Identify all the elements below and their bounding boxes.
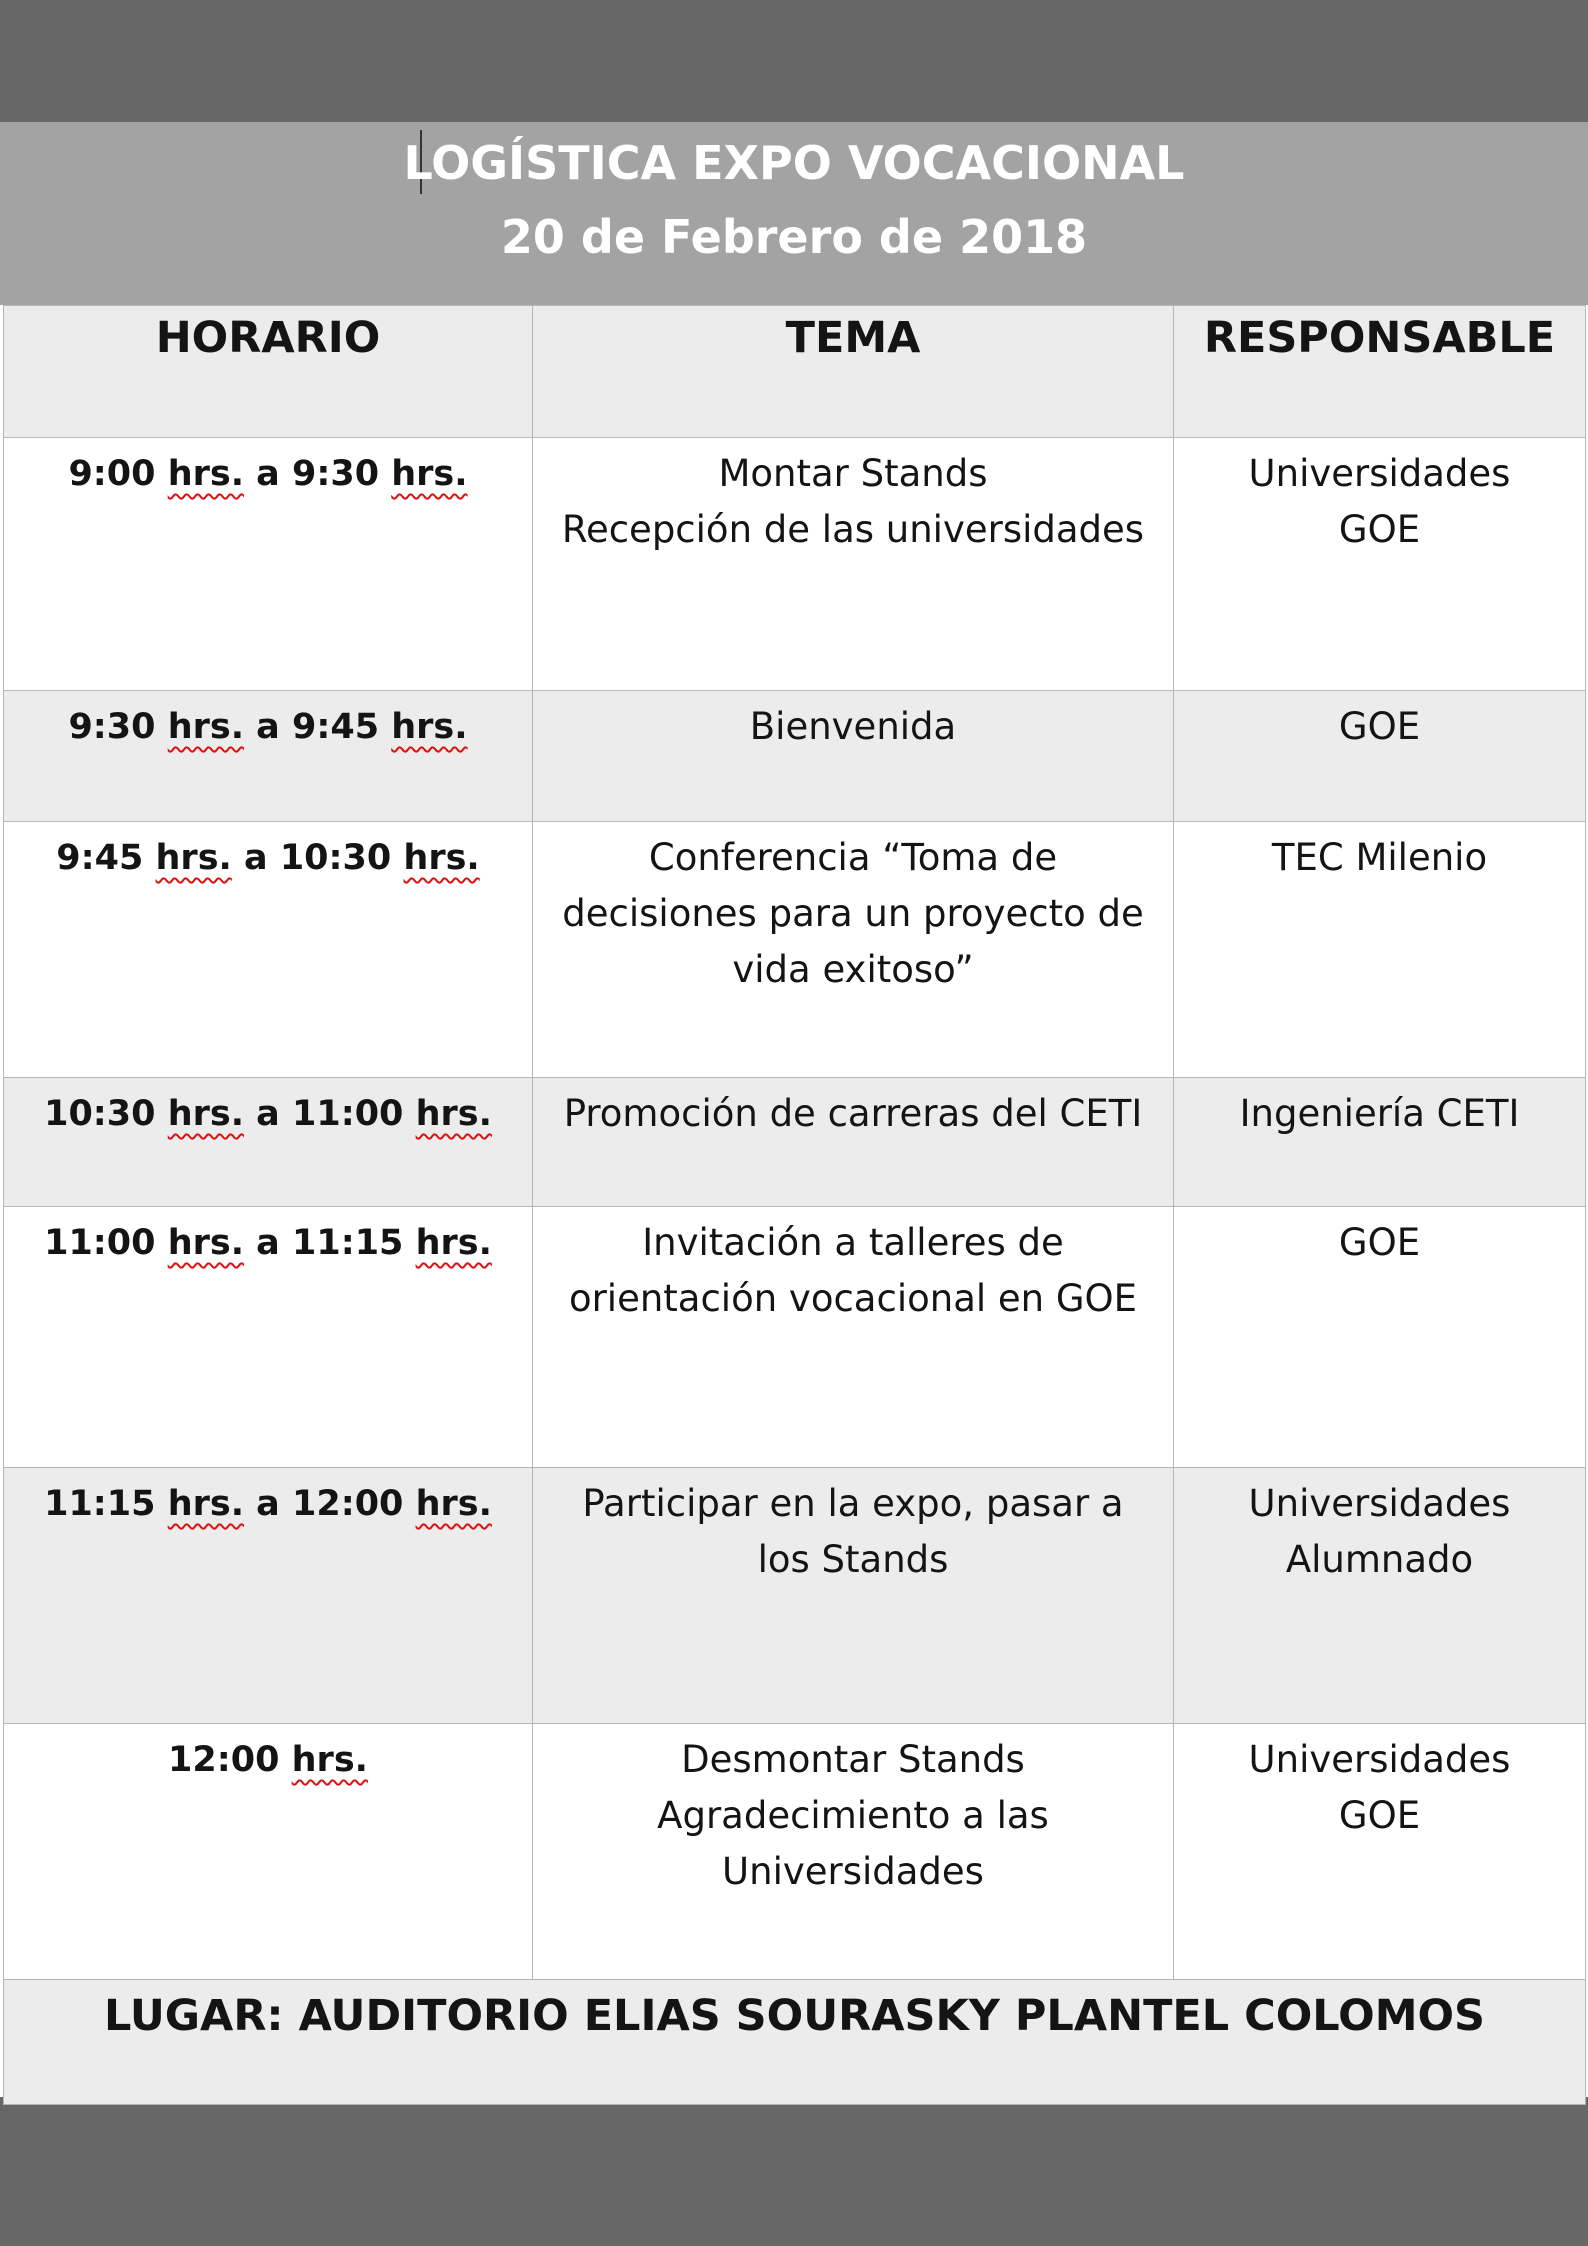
time-end: 12:00 <box>292 1484 416 1524</box>
time-start: 11:15 <box>44 1484 168 1524</box>
time-cell <box>4 1207 533 1468</box>
time-end: 10:30 <box>279 838 404 878</box>
tema-cell <box>533 1078 1174 1207</box>
time-unit: hrs. <box>391 707 468 747</box>
time-cell <box>4 438 533 691</box>
responsable-line: GOE <box>1338 1794 1421 1837</box>
tema-line: Participar en la expo, pasar a <box>582 1482 1124 1525</box>
responsable-cell <box>1174 438 1586 691</box>
responsable-line: Alumnado <box>1285 1538 1474 1581</box>
tema-cell <box>533 691 1174 822</box>
time-start: 9:00 <box>68 454 168 494</box>
responsable-line: TEC Milenio <box>1271 836 1488 879</box>
time-separator: a <box>244 1484 292 1524</box>
time-end: 9:30 <box>292 454 392 494</box>
time-unit: hrs. <box>291 1740 368 1780</box>
tema-line: Conferencia “Toma de <box>648 836 1058 879</box>
time-separator: a <box>244 454 292 494</box>
time-unit: hrs. <box>403 838 480 878</box>
time-start: 10:30 <box>44 1094 168 1134</box>
time-separator: a <box>244 1223 292 1263</box>
time-unit: hrs. <box>167 707 244 747</box>
responsable-line: GOE <box>1338 508 1421 551</box>
tema-line: Montar Stands <box>718 452 988 495</box>
time-separator: a <box>244 707 292 747</box>
time-unit: hrs. <box>415 1223 492 1263</box>
time-cell <box>4 1724 533 1980</box>
time-start: 9:45 <box>56 838 156 878</box>
tema-line: Desmontar Stands <box>681 1738 1025 1781</box>
tema-line: Bienvenida <box>749 705 957 748</box>
schedule-row <box>4 691 1586 822</box>
time-unit: hrs. <box>167 1484 244 1524</box>
time-unit: hrs. <box>415 1484 492 1524</box>
time-unit: hrs. <box>391 454 468 494</box>
time-end: 11:15 <box>292 1223 416 1263</box>
tema-cell <box>533 1207 1174 1468</box>
time-start: 11:00 <box>44 1223 168 1263</box>
time-unit: hrs. <box>167 454 244 494</box>
header-row <box>4 306 1586 438</box>
time-separator: a <box>231 838 280 878</box>
time-unit: hrs. <box>167 1223 244 1263</box>
responsable-cell <box>1174 691 1586 822</box>
time-cell <box>4 822 533 1078</box>
tema-line: Invitación a talleres de <box>642 1221 1064 1264</box>
footer-row <box>4 1980 1586 2105</box>
tema-line: decisiones para un proyecto de <box>562 892 1144 935</box>
responsable-cell <box>1174 1468 1586 1724</box>
tema-line: vida exitoso” <box>732 948 974 991</box>
schedule-row <box>4 1724 1586 1980</box>
schedule-row <box>4 1468 1586 1724</box>
document-date: 20 de Febrero de 2018 <box>500 210 1088 264</box>
title-band <box>0 122 1588 305</box>
time-start: 12:00 <box>168 1740 292 1780</box>
tema-line: Universidades <box>722 1850 984 1893</box>
time-end: 9:45 <box>292 707 392 747</box>
schedule-row <box>4 438 1586 691</box>
document-page <box>0 122 1588 2097</box>
time-separator: a <box>244 1094 292 1134</box>
tema-cell <box>533 1724 1174 1980</box>
responsable-cell <box>1174 822 1586 1078</box>
time-cell <box>4 1078 533 1207</box>
time-cell <box>4 691 533 822</box>
header-tema: TEMA <box>533 306 1174 438</box>
tema-line: los Stands <box>757 1538 949 1581</box>
responsable-line: Ingeniería CETI <box>1239 1092 1520 1135</box>
footer-location: LUGAR: AUDITORIO ELIAS SOURASKY PLANTEL COLOMOS <box>4 1980 1586 2105</box>
tema-cell <box>533 438 1174 691</box>
responsable-line: Universidades <box>1248 1482 1511 1525</box>
time-start: 9:30 <box>68 707 168 747</box>
time-unit: hrs. <box>155 838 232 878</box>
schedule-row <box>4 822 1586 1078</box>
tema-line: Recepción de las universidades <box>561 508 1145 551</box>
document-title: LOGÍSTICA EXPO VOCACIONAL <box>403 136 1185 190</box>
tema-line: orientación vocacional en GOE <box>568 1277 1138 1320</box>
schedule-table <box>3 305 1586 2105</box>
header-horario: HORARIO <box>4 306 533 438</box>
responsable-cell <box>1174 1207 1586 1468</box>
tema-cell <box>533 822 1174 1078</box>
header-responsable: RESPONSABLE <box>1174 306 1586 438</box>
time-end: 11:00 <box>292 1094 416 1134</box>
responsable-line: GOE <box>1338 1221 1421 1264</box>
responsable-line: GOE <box>1338 705 1421 748</box>
responsable-line: Universidades <box>1248 452 1511 495</box>
schedule-row <box>4 1207 1586 1468</box>
responsable-line: Universidades <box>1248 1738 1511 1781</box>
responsable-cell <box>1174 1078 1586 1207</box>
tema-line: Agradecimiento a las <box>657 1794 1049 1837</box>
responsable-cell <box>1174 1724 1586 1980</box>
tema-cell <box>533 1468 1174 1724</box>
tema-line: Promoción de carreras del CETI <box>563 1092 1143 1135</box>
time-unit: hrs. <box>167 1094 244 1134</box>
schedule-row <box>4 1078 1586 1207</box>
time-cell <box>4 1468 533 1724</box>
time-unit: hrs. <box>415 1094 492 1134</box>
